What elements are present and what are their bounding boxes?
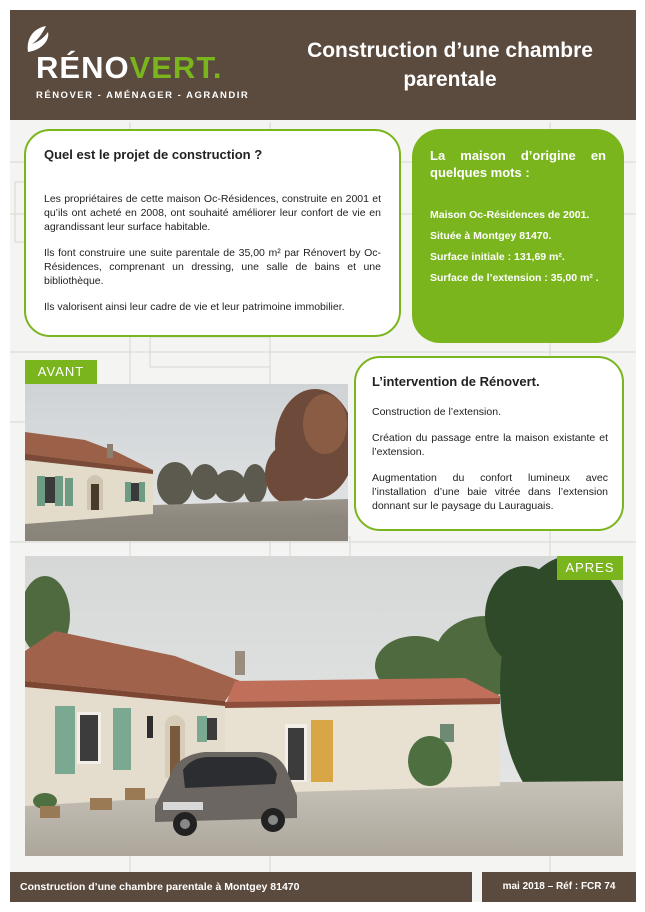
origin-card-title: La maison d’origine en quelques mots : [430,148,606,180]
footer-project-title: Construction d’une chambre parentale à Montgey 81470 [10,872,472,902]
origin-house-card [412,129,624,343]
intervention-paragraph: Création du passage entre la maison existante et l’extension. [372,432,608,458]
origin-fact: Située à Montgey 81470. [430,230,552,242]
intervention-paragraph: Augmentation du confort lumineux avec l’installation d’une baie vitrée dans l’extension donnant sur le paysage du Lauraguais. [372,472,608,512]
origin-fact: Surface initiale : 131,69 m². [430,251,565,263]
project-paragraph: Les propriétaires de cette maison Oc-Résidences, construite en 2001 et qu’ils ont acheté en 2008, ont souhaité améliorer leur confort de vie en agrandissant leur surface habitable. [44,193,381,233]
before-label: AVANT [25,360,97,384]
brochure-page [10,10,636,902]
intervention-paragraph: Construction de l’extension. [372,406,501,418]
page-title: Construction d’une chambre parentale [307,39,593,91]
project-card [24,129,401,337]
renovert-logo [24,22,254,112]
after-house-illustration [25,556,623,856]
intervention-card-title: L’intervention de Rénovert. [372,374,540,389]
project-card-title: Quel est le projet de construction ? [44,147,263,162]
logo-wordmark: RÉNOVERT. [36,50,223,85]
before-house-illustration [25,384,348,541]
project-paragraph: Ils font construire une suite parentale de 35,00 m² par Rénovert by Oc-Résidences, comprenant un dressing, une salle de bains et une bibliothèque. [44,247,381,287]
project-paragraph: Ils valorisent ainsi leur cadre de vie et leur patrimoine immobilier. [44,301,345,313]
before-photo [25,384,348,541]
origin-fact: Surface de l’extension : 35,00 m² . [430,272,599,284]
after-label: APRES [557,556,623,580]
footer-reference: mai 2018 – Réf : FCR 74 [482,872,636,902]
intervention-card [354,356,624,531]
logo-tagline: RÉNOVER - AMÉNAGER - AGRANDIR [36,90,250,101]
origin-facts-list [430,209,606,284]
origin-fact: Maison Oc-Résidences de 2001. [430,209,590,221]
after-photo [25,556,623,856]
header-banner [10,10,636,120]
